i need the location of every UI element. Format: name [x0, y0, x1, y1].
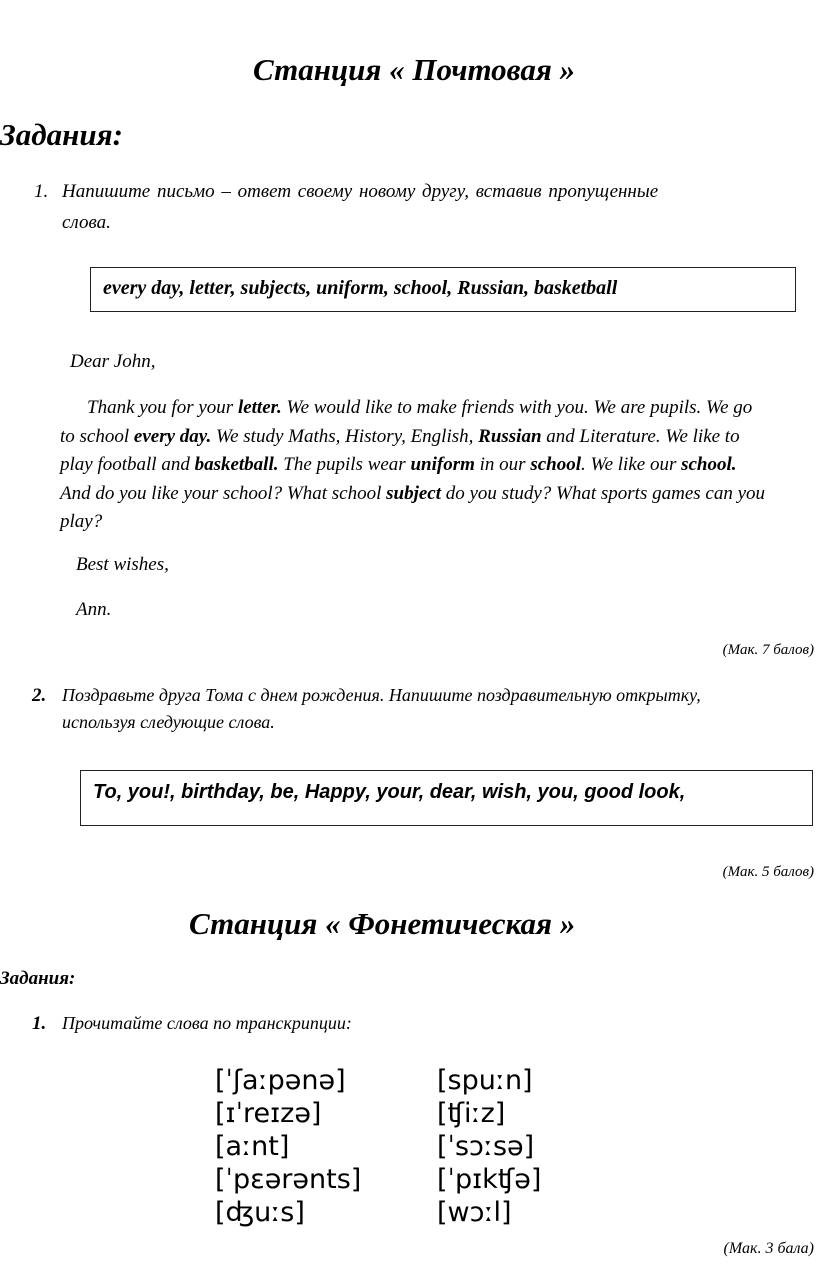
letter-signature: Ann. — [76, 599, 112, 620]
phonetic-task-score: (Мак. 3 бала) — [723, 1240, 814, 1257]
letter-blank-uniform: uniform — [410, 454, 475, 475]
phonetic-task-number: 1. — [32, 1013, 47, 1034]
tasks-heading: Задания: — [0, 117, 123, 152]
transcription-item: [ʤuːs] — [215, 1197, 305, 1228]
letter-blank-basketball: basketball. — [194, 454, 279, 475]
task2-instruction-line2: используя следующие слова. — [62, 712, 275, 732]
task2-score: (Мак. 5 балов) — [722, 864, 814, 880]
task1-instruction-line1: Напишите письмо – ответ своему новому другу, вставив пропущенные — [62, 181, 659, 202]
task1-number: 1. — [34, 181, 49, 202]
word-box-task2 — [80, 770, 813, 826]
transcription-item: [ˈpɪkʧə] — [437, 1164, 542, 1195]
letter-blank-every-day: every day. — [133, 426, 212, 447]
station-postal-title: Станция « Почтовая » — [253, 52, 576, 87]
letter-text: . We like our — [581, 454, 682, 475]
letter-text: play football and — [60, 454, 195, 475]
letter-blank-school: school — [530, 454, 581, 475]
letter-text: in our — [474, 454, 531, 475]
task1-instruction-line2: слова. — [62, 212, 111, 233]
letter-text: The pupils wear — [278, 454, 411, 475]
letter-line3 — [60, 449, 737, 480]
letter-text: to school — [60, 426, 134, 447]
word-box-task2-text: To, you!, birthday, be, Happy, your, dear, wish, you, good look, — [93, 781, 686, 803]
tasks-heading-2: Задания: — [0, 968, 76, 989]
letter-line2 — [60, 421, 740, 452]
letter-text: We study Maths, History, English, — [211, 426, 479, 447]
word-box-task1-text: every day, letter, subjects, uniform, school, Russian, basketball — [103, 277, 618, 299]
letter-blank-letter: letter. — [237, 397, 282, 418]
transcription-item: [ˈpɛərənts] — [215, 1164, 362, 1195]
letter-line5: play? — [60, 511, 103, 532]
transcription-item: [ʧiːz] — [437, 1098, 506, 1129]
letter-blank-russian: Russian — [478, 426, 542, 447]
letter-line1 — [87, 392, 816, 423]
letter-text: And do you like your school? What school — [60, 483, 387, 504]
letter-blank-subject: subject — [386, 483, 441, 504]
letter-text: and Literature. We like to — [541, 426, 740, 447]
transcription-item: [ˈsɔːsə] — [437, 1131, 535, 1162]
transcription-item: [spuːn] — [437, 1065, 533, 1096]
transcription-column-right — [437, 1064, 541, 1229]
letter-greeting: Dear John, — [70, 351, 156, 372]
task2-instruction-line1: Поздравьте друга Тома с днем рождения. Напишите поздравительную открытку, — [62, 685, 701, 705]
transcription-item: [aːnt] — [215, 1131, 290, 1162]
transcription-item: [wɔːl] — [437, 1197, 512, 1228]
letter-line4 — [60, 478, 765, 509]
word-box-task1 — [90, 267, 796, 312]
transcription-column-left — [215, 1064, 361, 1229]
letter-closing: Best wishes, — [76, 554, 169, 575]
transcription-item: [ɪˈreɪzə] — [215, 1098, 322, 1129]
letter-text: We would like to make friends with you. We are pupils. We go — [281, 397, 753, 418]
transcription-item: [ˈʃaːpənə] — [215, 1065, 346, 1096]
task1-score: (Мак. 7 балов) — [722, 642, 814, 658]
letter-blank-school-2: school. — [681, 454, 737, 475]
letter-text: do you study? What sports games can you — [441, 483, 766, 504]
letter-text: Thank you for your — [87, 397, 238, 418]
task2-number: 2. — [32, 685, 47, 706]
station-phonetic-title: Станция « Фонетическая » — [189, 906, 576, 941]
phonetic-task-instruction: Прочитайте слова по транскрипции: — [62, 1013, 352, 1033]
